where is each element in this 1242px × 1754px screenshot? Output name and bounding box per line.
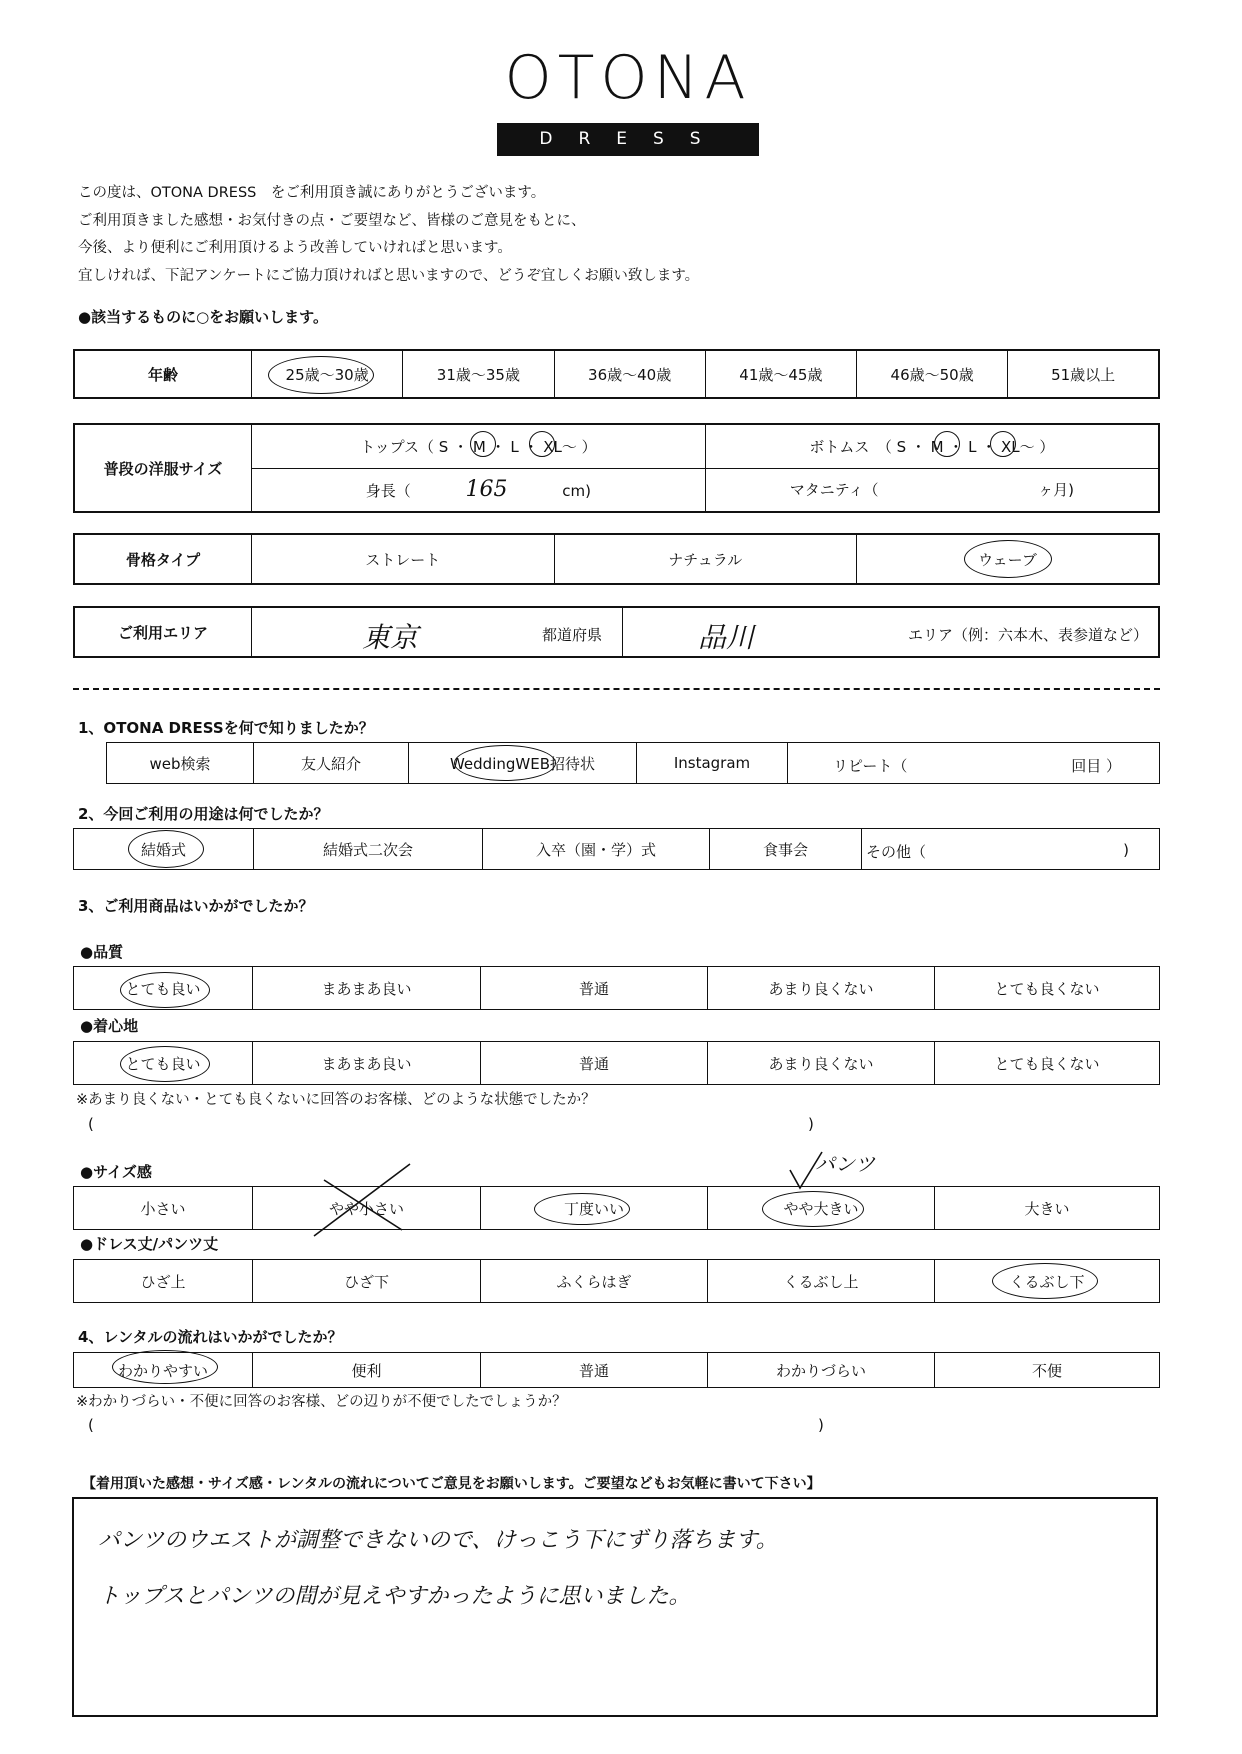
- quality-option[interactable]: 普通: [481, 967, 708, 1010]
- fit-option[interactable]: 小さい: [74, 1187, 253, 1230]
- q1-table: [106, 742, 1160, 784]
- age-option[interactable]: 51歳以上: [1008, 350, 1159, 398]
- area-field[interactable]: [623, 607, 1160, 657]
- fit-option[interactable]: やや大きい: [708, 1187, 935, 1230]
- q4-option[interactable]: わかりやすい: [74, 1353, 253, 1388]
- body-type-option[interactable]: ナチュラル: [554, 534, 857, 584]
- length-option[interactable]: くるぶし下: [935, 1260, 1160, 1303]
- length-option[interactable]: ふくらはぎ: [481, 1260, 708, 1303]
- comment-box[interactable]: [72, 1497, 1158, 1717]
- q4-option[interactable]: 普通: [481, 1353, 708, 1388]
- maternity-unit: ヶ月): [1038, 481, 1074, 500]
- q1-repeat[interactable]: [788, 743, 1160, 784]
- comfort-label: ●着心地: [80, 1017, 139, 1035]
- q1-title: 1、OTONA DRESSを何で知りましたか？: [78, 719, 374, 737]
- q4-paren-open: (: [88, 1416, 94, 1434]
- age-label: 年齢: [74, 350, 252, 398]
- size-label: 普段の洋服サイズ: [74, 424, 252, 512]
- age-option[interactable]: 31歳～35歳: [403, 350, 554, 398]
- age-option[interactable]: 36歳～40歳: [554, 350, 705, 398]
- body-type-label: 骨格タイプ: [74, 534, 252, 584]
- comfort-paren-open: (: [88, 1115, 94, 1133]
- check-mark: [786, 1148, 826, 1192]
- age-option[interactable]: 25歳～30歳: [252, 350, 403, 398]
- comment-line: トップスとパンツの間が見えやすかったように思いました。: [98, 1584, 691, 1609]
- logo-otona: OTONA: [504, 43, 752, 113]
- comfort-option[interactable]: 普通: [481, 1042, 708, 1085]
- q4-note: ※わかりづらい・不便に回答のお客様、どの辺りが不便でしたでしょうか？: [76, 1394, 567, 1410]
- fit-annotation: パンツ: [815, 1152, 875, 1176]
- comfort-option[interactable]: まあまあ良い: [253, 1042, 481, 1085]
- size-table: [73, 423, 1160, 513]
- q2-option[interactable]: 結婚式二次会: [254, 829, 483, 870]
- q4-option[interactable]: わかりづらい: [708, 1353, 935, 1388]
- logo-dress: DRESS: [497, 123, 759, 156]
- divider: [73, 688, 1160, 690]
- comfort-table: [73, 1041, 1160, 1085]
- q2-table: [73, 828, 1160, 870]
- height-field[interactable]: [252, 468, 706, 512]
- prefecture-field[interactable]: [252, 607, 623, 657]
- fit-option[interactable]: やや小さい: [253, 1187, 481, 1230]
- quality-option[interactable]: あまり良くない: [708, 967, 935, 1010]
- repeat-times-label: 回目 ）: [1071, 757, 1121, 775]
- q2-option[interactable]: 入卒（園・学）式: [483, 829, 710, 870]
- body-type-table: [73, 533, 1160, 585]
- q4-option[interactable]: 便利: [253, 1353, 481, 1388]
- q4-title: 4、レンタルの流れはいかがでしたか？: [78, 1328, 343, 1346]
- comfort-option[interactable]: とても良い: [74, 1042, 253, 1085]
- q2-title: 2、今回ご利用の用途は何でしたか？: [78, 805, 329, 823]
- fit-table: [73, 1186, 1160, 1230]
- other-close: ): [1123, 841, 1129, 859]
- quality-label: ●品質: [80, 943, 124, 961]
- cross-out-mark: [310, 1160, 420, 1240]
- intro-line: 宜しければ、下記アンケートにご協力頂ければと思いますので、どうぞ宜しくお願い致します。: [78, 267, 700, 284]
- comfort-paren-close: ): [808, 1115, 814, 1133]
- length-option[interactable]: ひざ下: [253, 1260, 481, 1303]
- quality-option[interactable]: とても良くない: [935, 967, 1160, 1010]
- intro-line: ご利用頂きました感想・お気付きの点・ご要望など、皆様のご意見をもとに、: [78, 212, 586, 229]
- comfort-option[interactable]: あまり良くない: [708, 1042, 935, 1085]
- q2-other[interactable]: [862, 829, 1160, 870]
- q3-title: 3、ご利用商品はいかがでしたか？: [78, 897, 314, 915]
- maternity-field[interactable]: [705, 468, 1159, 512]
- quality-table: [73, 966, 1160, 1010]
- intro-text: [78, 180, 699, 290]
- repeat-label: リピート（: [833, 757, 908, 775]
- length-table: [73, 1259, 1160, 1303]
- intro-line: 今後、より便利にご利用頂けるよう改善していければと思います。: [78, 240, 512, 256]
- height-value: 165: [465, 477, 508, 503]
- comfort-option[interactable]: とても良くない: [935, 1042, 1160, 1085]
- length-label: ●ドレス丈/パンツ丈: [80, 1235, 219, 1253]
- q1-option[interactable]: web検索: [107, 743, 254, 784]
- fit-label: ●サイズ感: [80, 1163, 152, 1181]
- q1-option[interactable]: Instagram: [637, 743, 788, 784]
- length-option[interactable]: くるぶし上: [708, 1260, 935, 1303]
- prefecture-value: 東京: [362, 621, 419, 654]
- comment-line: パンツのウエストが調整できないので、けっこう下にずり落ちます。: [98, 1528, 778, 1553]
- prefecture-label: 都道府県: [541, 626, 602, 644]
- height-unit: cm): [562, 482, 592, 501]
- quality-option[interactable]: まあまあ良い: [253, 967, 481, 1010]
- comment-title: 【着用頂いた感想・サイズ感・レンタルの流れについてご意見をお願いします。ご要望などもお気軽に書いて下さい】: [82, 1476, 821, 1492]
- area-table: [73, 606, 1160, 658]
- other-label: その他（: [866, 843, 927, 861]
- area-label: ご利用エリア: [74, 607, 252, 657]
- comfort-note: ※あまり良くない・とても良くないに回答のお客様、どのような状態でしたか？: [76, 1092, 596, 1108]
- area-value: 品川: [698, 621, 755, 654]
- length-option[interactable]: ひざ上: [74, 1260, 253, 1303]
- fit-option[interactable]: 丁度いい: [481, 1187, 708, 1230]
- body-type-option[interactable]: ウェーブ: [857, 534, 1160, 584]
- intro-line: この度は、OTONA DRESS をご利用頂き誠にありがとうございます。: [78, 185, 546, 201]
- area-example-label: エリア（例：六本木、表参道など）: [907, 626, 1148, 644]
- body-type-option[interactable]: ストレート: [252, 534, 555, 584]
- q2-option[interactable]: 食事会: [710, 829, 862, 870]
- maternity-label: マタニティ（: [789, 481, 879, 500]
- q1-option[interactable]: WeddingWEB招待状: [409, 743, 637, 784]
- q4-option[interactable]: 不便: [935, 1353, 1160, 1388]
- height-label: 身長（: [365, 482, 411, 501]
- bottoms-size[interactable]: ボトムス （ S ・ M ・ L ・ XL～ ）: [705, 424, 1159, 468]
- fit-option[interactable]: 大きい: [935, 1187, 1160, 1230]
- q4-paren-close: ): [818, 1416, 824, 1434]
- age-table: [73, 349, 1160, 399]
- q1-option[interactable]: 友人紹介: [254, 743, 409, 784]
- age-option[interactable]: 46歳～50歳: [857, 350, 1008, 398]
- q4-table: [73, 1352, 1160, 1388]
- q2-option[interactable]: 結婚式: [74, 829, 254, 870]
- tops-size[interactable]: トップス（ S ・ M ・ L ・ XL～ ）: [252, 424, 706, 468]
- age-option[interactable]: 41歳～45歳: [705, 350, 856, 398]
- quality-option[interactable]: とても良い: [74, 967, 253, 1010]
- instruction: ●該当するものに○をお願いします。: [78, 308, 328, 326]
